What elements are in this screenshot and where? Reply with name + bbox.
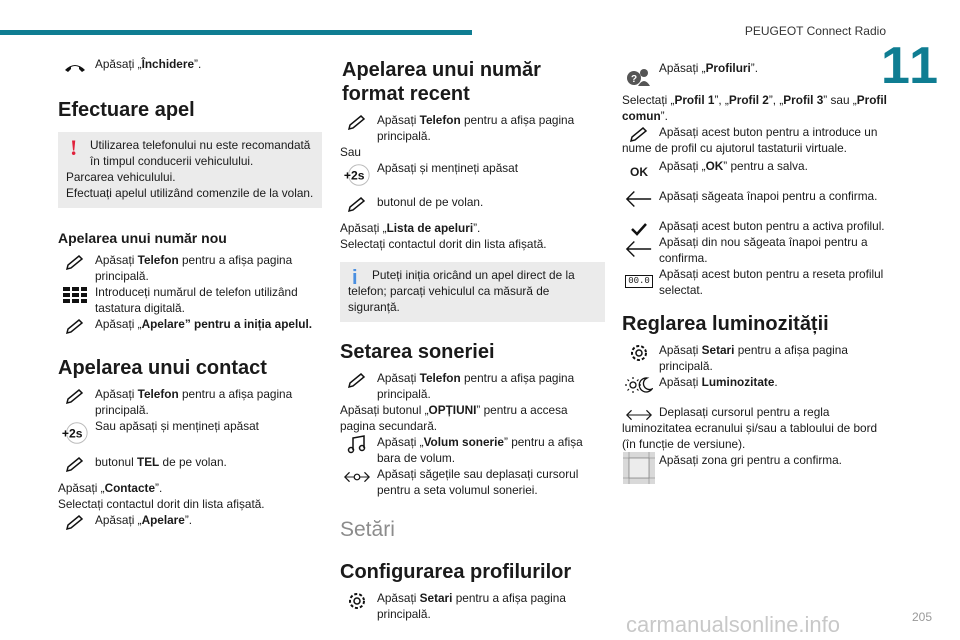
- step-contact-2: +2s Sau apăsați și mențineți apăsat: [58, 418, 322, 452]
- step-profile-ok: OK Apăsați „OK” pentru a salva.: [622, 158, 892, 178]
- heading-apelare-contact: Apelarea unui contact: [58, 357, 267, 379]
- column-3: [622, 60, 892, 486]
- step-profile-back-2: Apăsați din nou săgeata înapoi pentru a confirma.: [622, 234, 892, 266]
- pencil-icon: [61, 316, 89, 338]
- column-2: [340, 58, 605, 622]
- svg-text:+2s: +2s: [61, 426, 83, 441]
- text-select-contact: Selectați contactul dorit din lista afișată.: [340, 237, 547, 251]
- svg-text:?: ?: [631, 74, 638, 85]
- info-icon: i: [352, 267, 358, 289]
- heading-efectuare-apel: Efectuare apel: [58, 99, 195, 121]
- step-new-1: Apăsați Telefon pentru a afișa pagina principală.: [58, 252, 322, 284]
- step-contact-3: butonul TEL de pe volan.: [58, 454, 322, 470]
- text-lista-apeluri: Apăsați „Lista de apeluri”.: [340, 221, 481, 235]
- pencil-icon: [61, 454, 89, 476]
- column-1: [58, 56, 322, 528]
- hang-up-icon: [61, 56, 89, 78]
- step-ring-3: Apăsați săgețile sau deplasați cursorul pentru a seta volumul soneriei.: [340, 466, 605, 498]
- back-arrow-icon: [625, 238, 653, 260]
- heading-reglarea-luminozitatii: Reglarea luminozității: [622, 313, 829, 335]
- step-profile-back: Apăsați săgeata înapoi pentru a confirma.: [622, 188, 892, 212]
- step-close: Apăsați „Închidere”.: [58, 56, 322, 72]
- reset-icon: 00.0: [625, 270, 653, 292]
- step-contact-call: Apăsați „Apelare”.: [58, 512, 322, 528]
- keypad-icon: [61, 284, 89, 306]
- ok-icon: OK: [630, 165, 648, 179]
- step-profile-activate: Apăsați acest buton pentru a activa profilul.: [622, 218, 892, 234]
- step-ring-1: Apăsați Telefon pentru a afișa pagina principală.: [340, 370, 605, 402]
- heading-setarea-soneriei: Setarea soneriei: [340, 341, 495, 363]
- pencil-icon: [61, 386, 89, 408]
- step-recent-3: butonul de pe volan.: [340, 194, 605, 210]
- gear-icon: [625, 342, 653, 364]
- step-bright-3: Deplasați cursorul pentru a regla luminozitatea ecranului și/sau a tabloului de bord (în funcție de versiune).: [622, 405, 878, 451]
- text-contacte: Apăsați „Contacte”.: [58, 481, 163, 495]
- step-recent-2: +2s Apăsați și mențineți apăsat: [340, 160, 605, 192]
- step-bright-1: Apăsați Setari pentru a afișa pagina principală.: [622, 342, 892, 374]
- warning-box: ! Utilizarea telefonului nu este recomandată în timpul conducerii vehiculului. Parcarea vehiculului. Efectuați apelul utilizând comenzile de la volan.: [58, 132, 322, 208]
- step-recent-1: Apăsați Telefon pentru a afișa pagina principală.: [340, 112, 605, 144]
- hold-2s-icon: [61, 422, 89, 444]
- warning-icon: !: [70, 135, 78, 160]
- gear-icon: [343, 590, 371, 612]
- text-select-profil: Selectați „Profil 1”, „Profil 2”, „Profil 3” sau „Profil comun”.: [622, 93, 887, 123]
- music-note-icon: [343, 434, 371, 456]
- step-bright-2: Apăsați Luminozitate.: [622, 374, 892, 390]
- slider-arrows-icon: [625, 404, 653, 426]
- step-new-2: Introduceți numărul de telefon utilizând tastatura digitală.: [58, 284, 322, 316]
- heading-numar-recent: Apelarea unui număr format recent: [342, 59, 541, 105]
- info-box: i Puteți iniția oricând un apel direct de la telefon; parcați vehiculul ca măsură de siguranță.: [340, 262, 605, 322]
- step-new-3: Apăsați „Apelare” pentru a iniția apelul.: [58, 316, 322, 332]
- step-profile-reset: 00.0 Apăsați acest buton pentru a reseta profilul selectat.: [622, 266, 892, 298]
- step-bright-4: Apăsați zona gri pentru a confirma.: [622, 452, 892, 486]
- step-profile-1: Apăsați Setari pentru a afișa pagina principală.: [340, 590, 605, 622]
- text-optiuni: Apăsați butonul „OPȚIUNI” pentru a accesa pagina secundară.: [340, 403, 568, 433]
- step-profile-name: Apăsați acest buton pentru a introduce un nume de profil cu ajutorul tastaturii virtuale.: [622, 125, 878, 155]
- pencil-icon: [625, 124, 653, 146]
- header-accent-bar: [0, 30, 472, 35]
- step-contact-1: Apăsați Telefon pentru a afișa pagina principală.: [58, 386, 322, 418]
- text-select-contact: Selectați contactul dorit din lista afișată.: [58, 497, 265, 511]
- slider-arrows-icon: [343, 466, 371, 488]
- heading-configurarea-profilurilor: Configurarea profilurilor: [340, 561, 572, 583]
- chapter-number: 11: [881, 37, 940, 95]
- heading-setari: Setări: [340, 518, 395, 541]
- header-title: PEUGEOT Connect Radio: [744, 24, 886, 38]
- sun-moon-icon: [625, 374, 653, 396]
- profiles-icon: [625, 66, 653, 88]
- text-sau: Sau: [340, 145, 361, 159]
- step-ring-2: Apăsați „Volum sonerie” pentru a afișa bara de volum.: [340, 434, 605, 466]
- back-arrow-icon: [625, 188, 653, 210]
- step-profiluri: ? Apăsați „Profiluri”.: [622, 60, 892, 88]
- pencil-icon: [343, 194, 371, 216]
- hold-2s-icon: [343, 164, 371, 186]
- page-number: 205: [911, 610, 932, 624]
- watermark: carmanualsonline.info: [626, 612, 841, 637]
- pencil-icon: [61, 252, 89, 274]
- svg-text:+2s: +2s: [343, 168, 365, 183]
- grey-area-icon: [623, 452, 655, 484]
- pencil-icon: [343, 112, 371, 134]
- pencil-icon: [343, 370, 371, 392]
- pencil-icon: [61, 512, 89, 534]
- heading-numar-nou: Apelarea unui număr nou: [58, 230, 227, 246]
